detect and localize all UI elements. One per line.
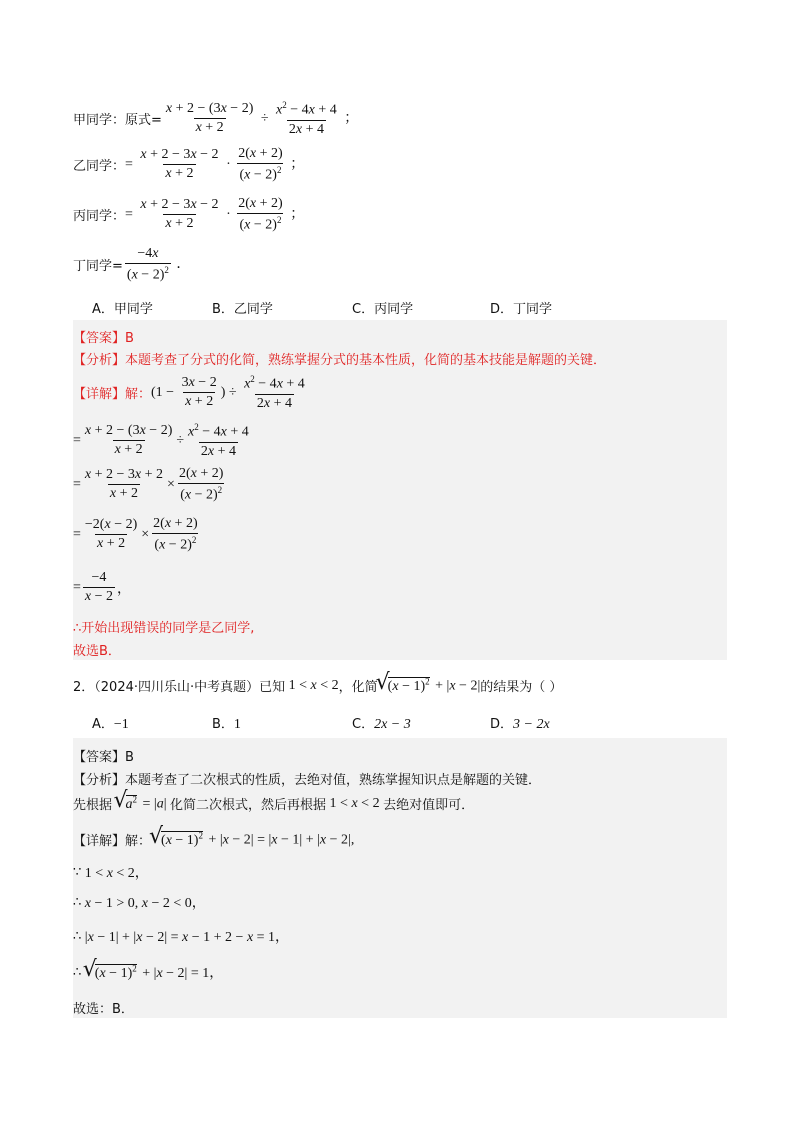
q2-therefore-expr-1: x − 1 > 0, x − 2 < 0，	[84, 896, 206, 911]
bing-line	[73, 196, 727, 234]
jia-expression: $\frac{x + 2 - (3x - 2)}{x + 2}$ ÷ $\frac{x^2 - 4x + 4}{2x + 4}$ ；	[165, 100, 359, 137]
q1-detail-label: 【详解】解：	[73, 387, 152, 403]
q2-detail-label: 【详解】解：	[73, 834, 152, 849]
q2-option-d[interactable]: D．3 − 2x	[490, 717, 550, 732]
yi-label: 乙同学：	[73, 159, 126, 175]
q2-option-a[interactable]: A．−1	[92, 717, 129, 732]
q1-answer	[73, 327, 727, 346]
q2-option-b[interactable]: B．1	[212, 717, 241, 732]
q2-choose	[73, 998, 727, 1017]
q2-detail-line	[73, 830, 727, 849]
q1-analysis	[73, 349, 727, 368]
q1-option-c[interactable]: C．丙同学	[352, 302, 414, 317]
q2-answer-text: 【答案】B	[73, 750, 134, 765]
bing-expression: = $\frac{x + 2 - 3x - 2}{x + 2}$ · $\frac{2(x + 2)}{(x - 2)^2}$ ；	[125, 196, 305, 233]
q1-answer-text: 【答案】B	[73, 331, 134, 346]
q1-choose	[73, 640, 727, 659]
q2-hint-a: 先根据	[73, 798, 113, 813]
q2-option-c[interactable]: C．2x − 3	[352, 717, 411, 732]
q2-therefore-symbol-3: ∴	[73, 964, 82, 980]
q1-option-b[interactable]: B．乙同学	[212, 302, 273, 317]
q2-because-symbol: ∵	[73, 864, 82, 880]
q2-stem-mid: ，化简	[338, 680, 378, 695]
q2-hint	[73, 794, 727, 813]
q1-conclusion-text: ∴开始出现错误的同学是乙同学,	[73, 621, 255, 636]
q2-detail-expr: √ $(x - 1)^2 + |x - 2| = |x - 1| + |x - 2|$,	[151, 830, 354, 849]
q2-expression: √ $(x - 1)^2 + |x - 2|$	[378, 676, 481, 695]
ding-expression: $\frac{-4x}{(x - 2)^2}$ ．	[126, 246, 191, 283]
q2-therefore-3	[73, 962, 727, 982]
q1-conclusion	[73, 617, 727, 636]
q2-hint-formula: √ $a^2 = |a|$	[112, 794, 170, 813]
jia-line	[73, 100, 727, 138]
q1-step-1: = $\frac{x + 2 - (3x - 2)}{x + 2}$ ÷ $\frac{x^2 - 4x + 4}{2x + 4}$	[73, 422, 249, 459]
q1-detail-expr: (1 − $\frac{3x - 2}{x + 2}$ ) ÷ $\frac{x^2 - 4x + 4}{2x + 4}$	[151, 374, 305, 411]
q2-answer	[73, 746, 727, 765]
ding-line	[73, 246, 727, 284]
ding-label: 丁同学=	[73, 259, 123, 275]
q1-step-2: = $\frac{x + 2 - 3x + 2}{x + 2}$ × $\frac{2(x + 2)}{(x - 2)^2}$	[73, 466, 224, 503]
jia-label: 甲同学：原式=	[73, 113, 162, 129]
yi-expression: = $\frac{x + 2 - 3x - 2}{x + 2}$ · $\frac{2(x + 2)}{(x - 2)^2}$ ；	[125, 146, 305, 183]
q1-detail-line	[73, 374, 727, 412]
q1-choose-text: 故选B．	[73, 644, 121, 659]
q2-therefore-2	[73, 926, 727, 946]
q2-therefore-symbol-2: ∴	[73, 928, 82, 944]
q2-hint-condition: 1 < x < 2	[326, 795, 384, 811]
bing-label: 丙同学：	[73, 209, 126, 225]
q1-option-d[interactable]: D．丁同学	[490, 302, 553, 317]
q1-option-a[interactable]: A．甲同学	[92, 302, 153, 317]
q2-therefore-expr-3: √ $(x - 1)^2 + |x - 2| = 1$，	[81, 962, 223, 982]
q2-because	[73, 862, 727, 882]
q2-therefore-symbol-1: ∴	[73, 894, 82, 910]
q2-hint-c: 去绝对值即可．	[383, 798, 475, 813]
q2-choose-text: 故选：B．	[73, 1002, 134, 1017]
q2-stem	[73, 676, 727, 695]
q2-because-expr: 1 < x < 2，	[81, 866, 149, 881]
q2-analysis	[73, 769, 727, 788]
q1-step-4: = $\frac{-4}{x - 2}$ ，	[73, 570, 132, 604]
q2-analysis-text: 【分析】本题考查了二次根式的性质，去绝对值，熟练掌握知识点是解题的关键．	[73, 773, 542, 788]
yi-line	[73, 146, 727, 184]
q2-therefore-expr-2: |x − 1| + |x − 2| = x − 1 + 2 − x = 1，	[81, 930, 290, 945]
q2-stem-suffix: 的结果为（ ）	[480, 680, 563, 695]
q2-therefore-1	[73, 892, 727, 912]
q1-step-3: = $\frac{-2(x - 2)}{x + 2}$ × $\frac{2(x + 2)}{(x - 2)^2}$	[73, 516, 198, 553]
q1-analysis-text: 【分析】本题考查了分式的化简，熟练掌握分式的基本性质，化简的基本技能是解题的关键．	[73, 353, 607, 368]
q2-condition: 1 < x < 2	[285, 677, 339, 693]
q2-hint-b: 化简二次根式，然后再根据	[170, 798, 327, 813]
q2-stem-prefix: 2．（2024·四川乐山·中考真题）已知	[73, 680, 286, 695]
